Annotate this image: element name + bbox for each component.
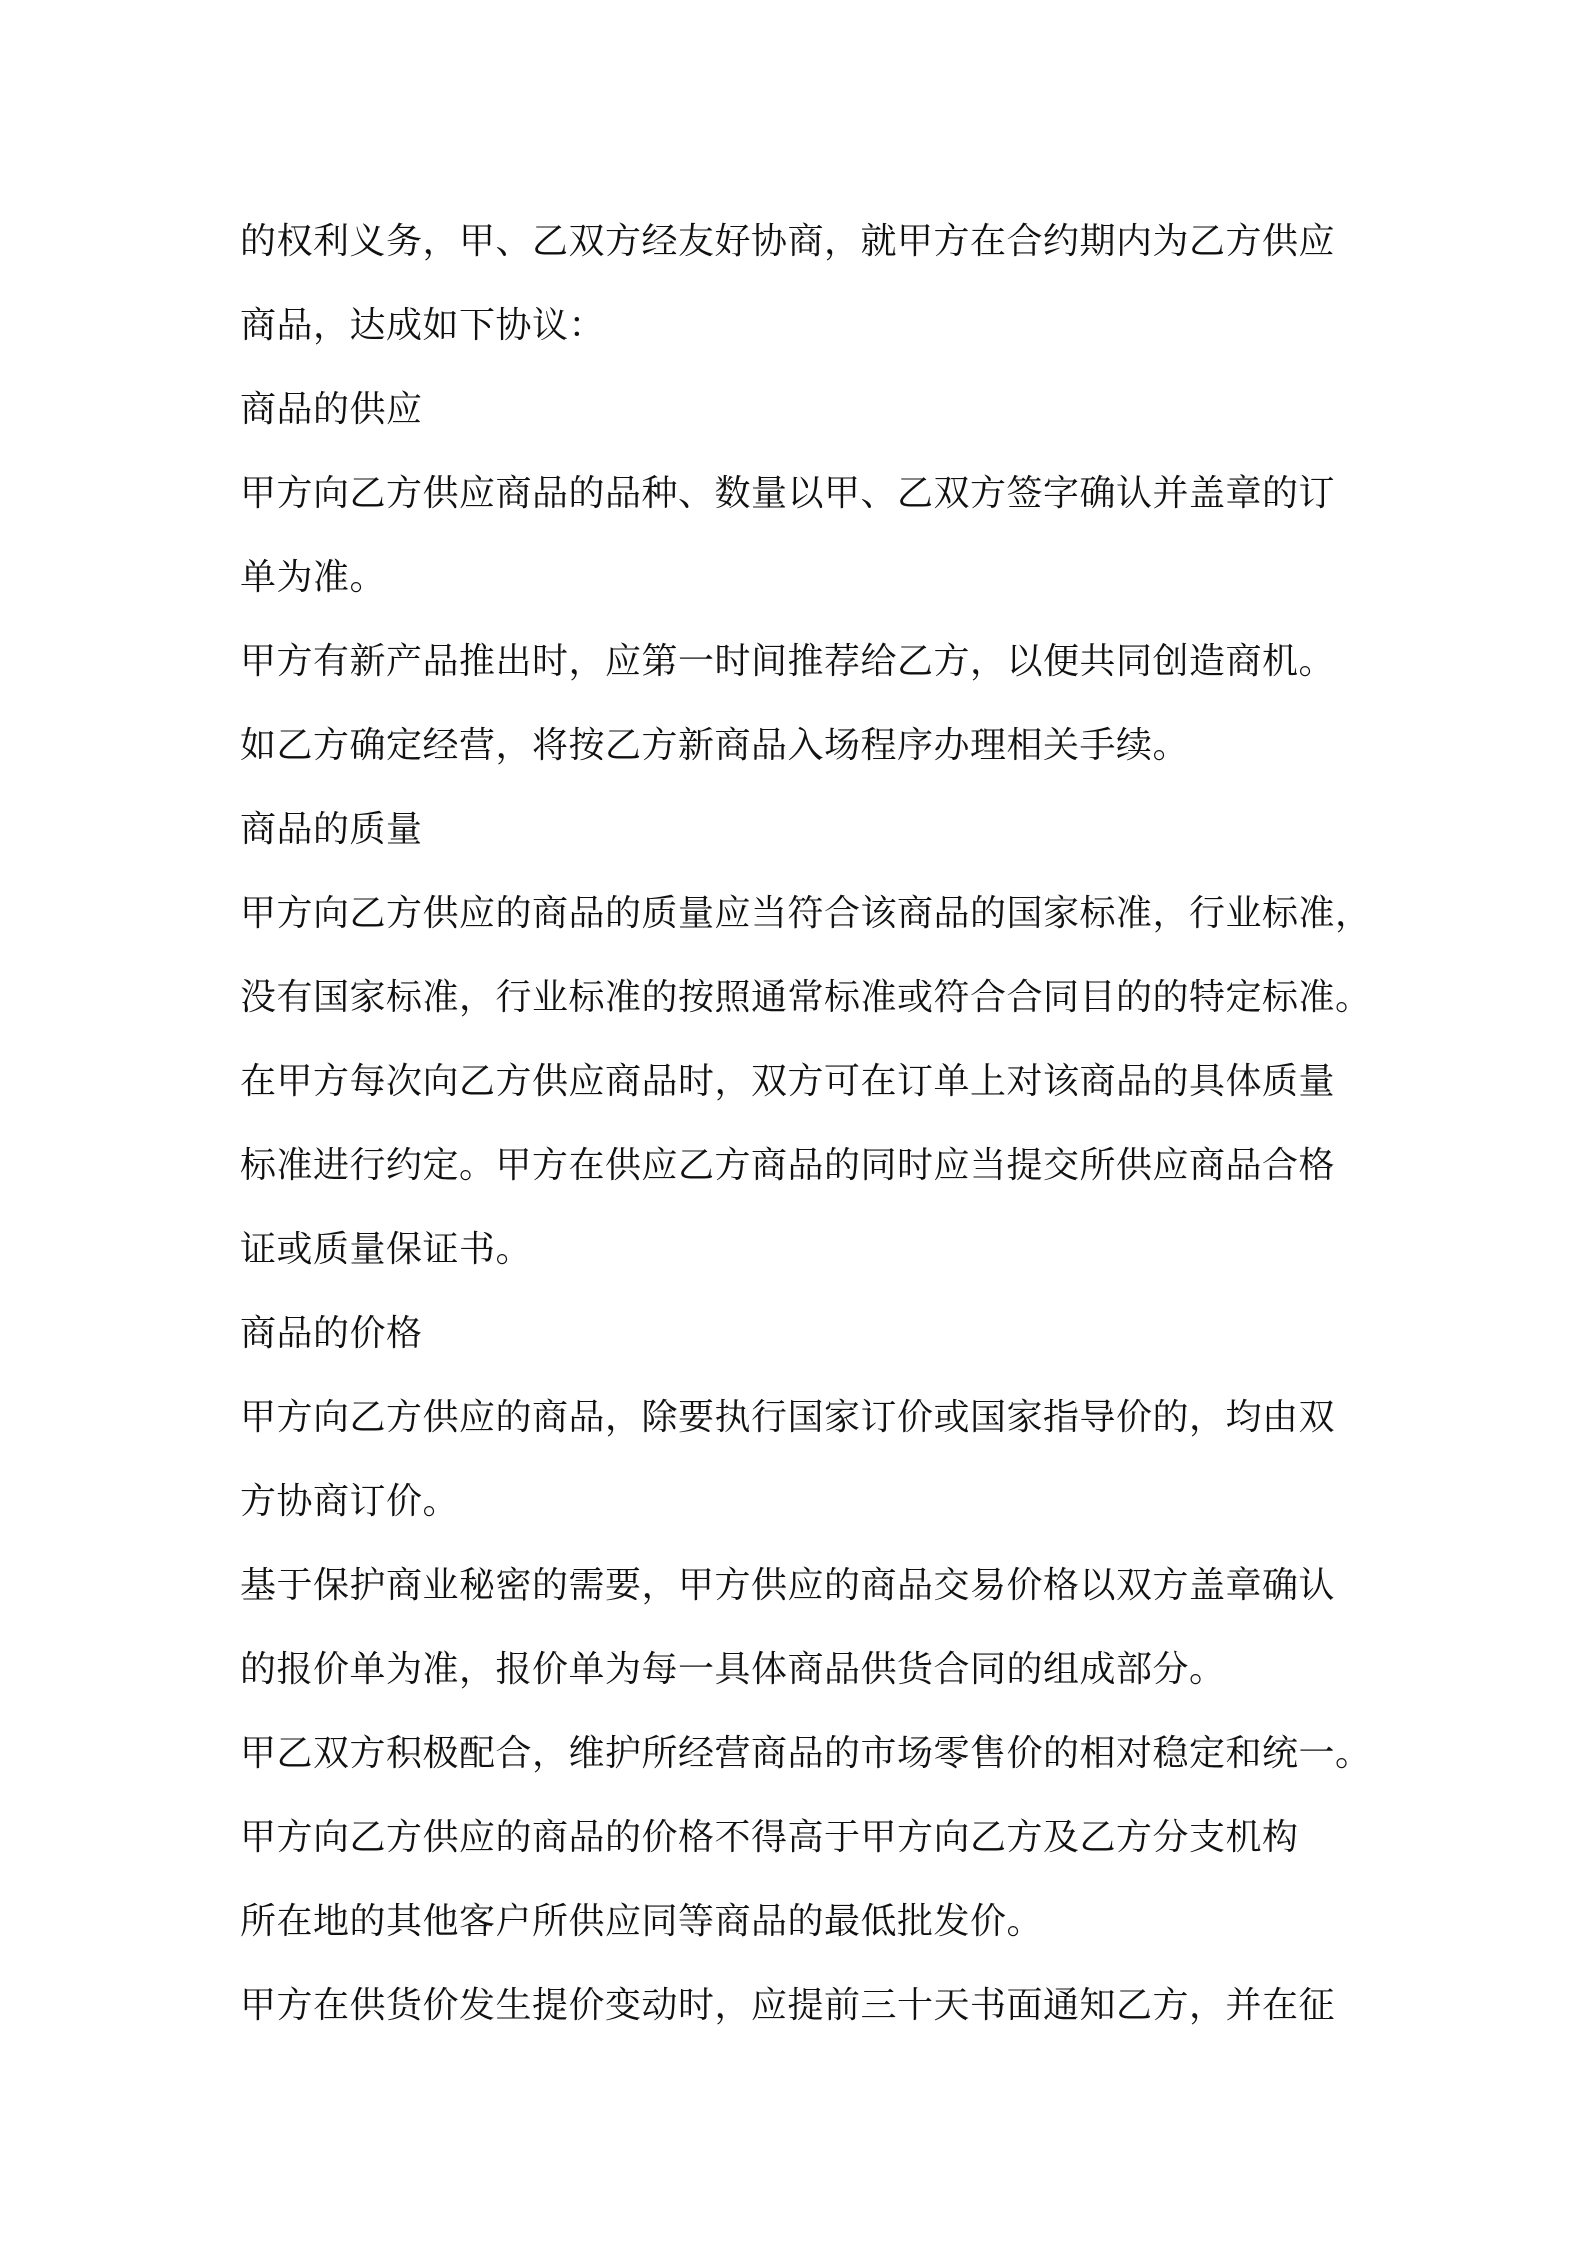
text-line: 甲方向乙方供应的商品，除要执行国家订价或国家指导价的，均由双	[240, 1397, 1336, 1438]
text-line: 甲方在供货价发生提价变动时，应提前三十天书面通知乙方，并在征	[240, 1985, 1336, 2026]
text-line: 甲方向乙方供应的商品的质量应当符合该商品的国家标准，行业标准，	[240, 893, 1372, 934]
text-line: 标准进行约定。甲方在供应乙方商品的同时应当提交所供应商品合格	[240, 1145, 1336, 1186]
text-line: 方协商订价。	[240, 1481, 460, 1522]
section-heading-quality: 商品的质量	[240, 809, 423, 850]
section-heading-price: 商品的价格	[240, 1313, 423, 1354]
text-line: 的报价单为准，报价单为每一具体商品供货合同的组成部分。	[240, 1649, 1226, 1690]
text-line: 单为准。	[240, 557, 387, 598]
text-line: 在甲方每次向乙方供应商品时，双方可在订单上对该商品的具体质量	[240, 1061, 1336, 1102]
text-line: 甲方有新产品推出时，应第一时间推荐给乙方，以便共同创造商机。	[240, 641, 1336, 682]
text-line: 的权利义务，甲、乙双方经友好协商，就甲方在合约期内为乙方供应	[240, 221, 1336, 262]
document-body	[240, 200, 1370, 2048]
text-line: 甲方向乙方供应的商品的价格不得高于甲方向乙方及乙方分支机构	[240, 1817, 1299, 1858]
text-line: 所在地的其他客户所供应同等商品的最低批发价。	[240, 1901, 1044, 1942]
text-line: 甲乙双方积极配合，维护所经营商品的市场零售价的相对稳定和统一。	[240, 1733, 1372, 1774]
text-line: 基于保护商业秘密的需要，甲方供应的商品交易价格以双方盖章确认	[240, 1565, 1336, 1606]
text-line: 如乙方确定经营，将按乙方新商品入场程序办理相关手续。	[240, 725, 1190, 766]
section-heading-supply: 商品的供应	[240, 389, 423, 430]
text-line: 甲方向乙方供应商品的品种、数量以甲、乙双方签字确认并盖章的订	[240, 473, 1336, 514]
text-line: 没有国家标准，行业标准的按照通常标准或符合合同目的的特定标准。	[240, 977, 1372, 1018]
text-line: 商品，达成如下协议：	[240, 305, 606, 346]
text-line: 证或质量保证书。	[240, 1229, 533, 1270]
